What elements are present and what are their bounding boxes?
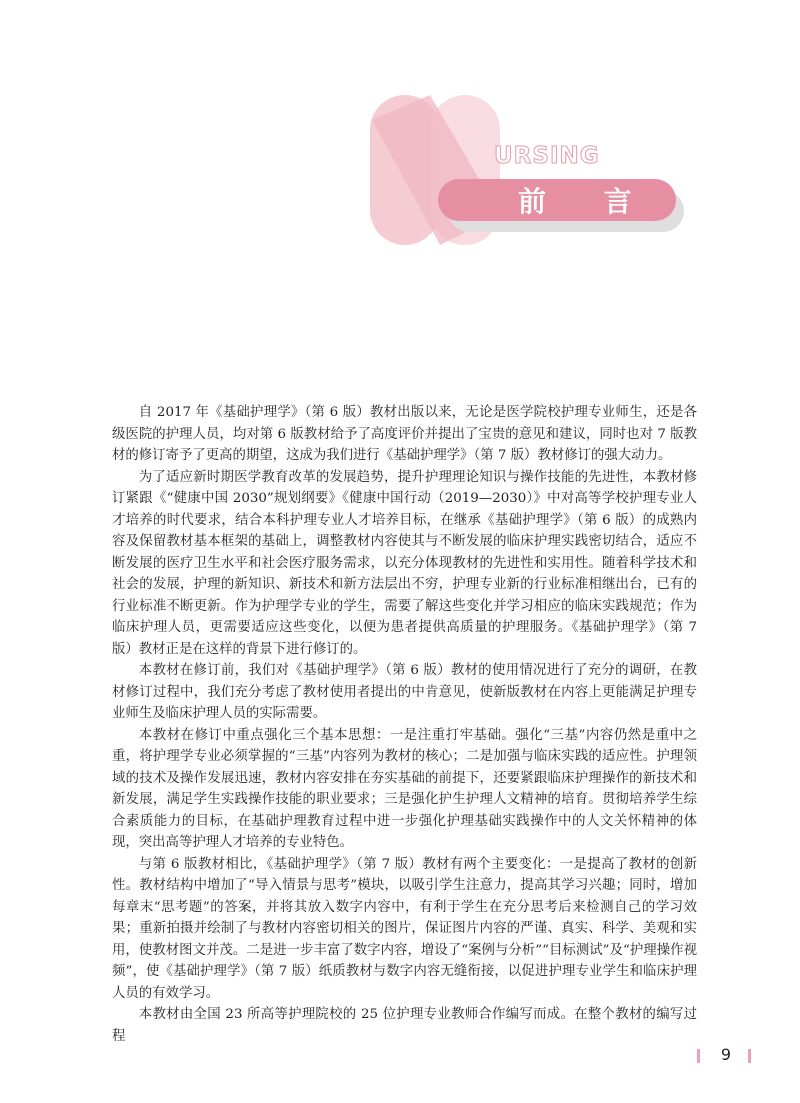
paragraph: 本教材由全国 23 所高等护理院校的 25 位护理专业教师合作编写而成。在整个教材的编写过程	[112, 1007, 697, 1044]
nursing-wordmark: URSING	[494, 143, 600, 169]
page-number-left-bar	[697, 1049, 700, 1063]
nursing-header-graphic	[0, 0, 800, 260]
preface-body	[112, 402, 697, 1047]
page-number-block	[697, 1047, 757, 1071]
page-title: 前 言	[518, 185, 656, 218]
paragraph: 与第 6 版教材相比，《基础护理学》（第 7 版）教材有两个主要变化：一是提高了教材的创新性。教材结构中增加了“导入情景与思考”模块，以吸引学生注意力，提高其学习兴趣；同时，增加每章末“思考题”的答案，并将其放入数字内容中，有利于学生在充分思考后来检测自己的学习效果；重新拍摄并绘制了与教材内容密切相关的图片，保证图片内容的严谨、真实、科学、美观和实用，使教材图文并茂。二是进一步丰富了数字内容，增设了“案例与分析”“目标测试”及“护理操作视频”，使《基础护理学》（第 7 版）纸质教材与数字内容无缝衔接，以促进护理专业学生和临床护理人员的有效学习。	[112, 856, 697, 1001]
page-number-right-bar	[748, 1049, 751, 1063]
page-number: 9	[720, 1045, 732, 1064]
paragraph: 为了适应新时期医学教育改革的发展趋势，提升护理理论知识与操作技能的先进性，本教材修订紧跟《“健康中国 2030”规划纲要》《健康中国行动（2019—2030）》中对高等学校护理专业人才培养的时代要求，结合本科护理专业人才培养目标，在继承《基础护理学》（第 6 版）的成熟内容及保留教材基本框架的基础上，调整教材内容使其与不断发展的临床护理实践密切结合，适应不断发展的医疗卫生水平和社会医疗服务需求，以充分体现教材的先进性和实用性。随着科学技术和社会的发展，护理的新知识、新技术和新方法层出不穷，护理专业新的行业标准相继出台，已有的行业标准不断更新。作为护理学专业的学生，需要了解这些变化并学习相应的临床实践规范；作为临床护理人员，更需要适应这些变化，以便为患者提供高质量的护理服务。《基础护理学》（第 7 版）教材正是在这样的背景下进行修订的。	[112, 469, 697, 657]
paragraph: 本教材在修订前，我们对《基础护理学》（第 6 版）教材的使用情况进行了充分的调研，在教材修订过程中，我们充分考虑了教材使用者提出的中肯意见，使新版教材在内容上更能满足护理专业师生及临床护理人员的实际需要。	[112, 663, 697, 721]
paragraph: 本教材在修订中重点强化三个基本思想：一是注重打牢基础。强化“三基”内容仍然是重中之重，将护理学专业必须掌握的“三基”内容列为教材的核心；二是加强与临床实践的适应性。护理领域的技术及操作发展迅速，教材内容安排在夯实基础的前提下，还要紧跟临床护理操作的新技术和新发展，满足学生实践操作技能的职业要求；三是强化护生护理人文精神的培育。贯彻培养学生综合素质能力的目标，在基础护理教育过程中进一步强化护理基础实践操作中的人文关怀精神的体现，突出高等护理人才培养的专业特色。	[112, 727, 697, 850]
paragraph: 自 2017 年《基础护理学》（第 6 版）教材出版以来，无论是医学院校护理专业师生，还是各级医院的护理人员，均对第 6 版教材给予了高度评价并提出了宝贵的意见和建议，同时也对 7 版教材的修订寄予了更高的期望，这成为我们进行《基础护理学》（第 7 版）教材修订的强大动力。	[112, 405, 697, 463]
